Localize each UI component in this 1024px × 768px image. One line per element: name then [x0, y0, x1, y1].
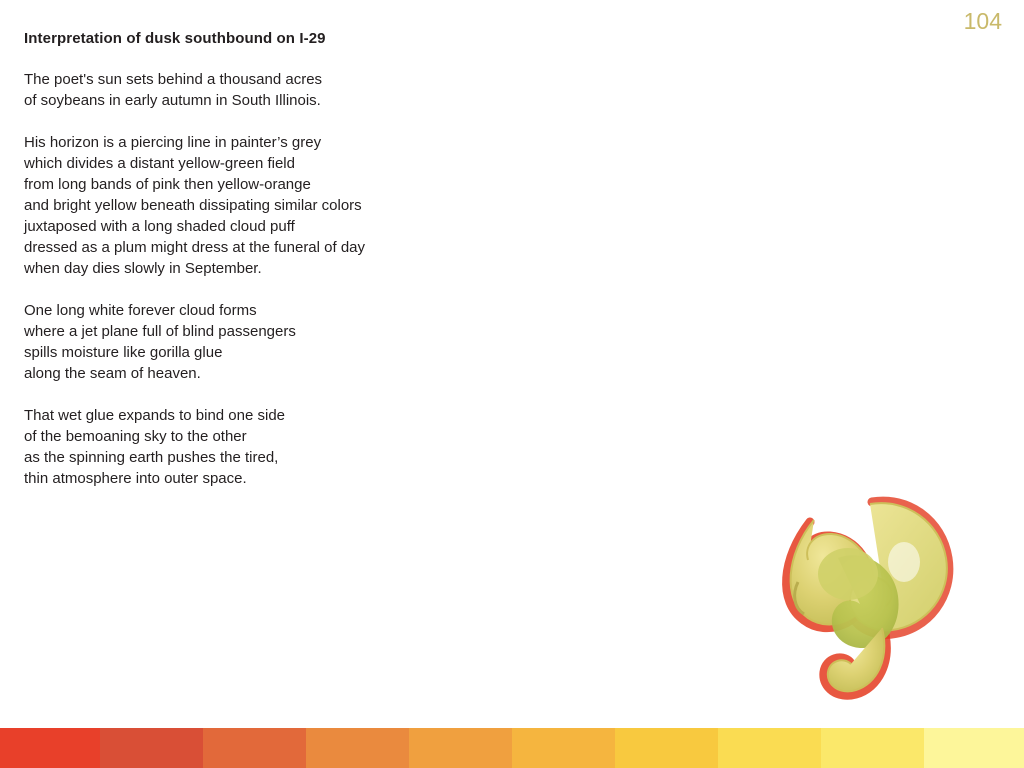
poem-line: when day dies slowly in September.	[24, 260, 262, 277]
poem-line: of the bemoaning sky to the other	[24, 428, 247, 445]
page-title: Interpretation of dusk southbound on I-29	[24, 30, 326, 47]
poem-line: along the seam of heaven.	[24, 365, 201, 382]
artwork-svg	[752, 462, 992, 712]
footer-band	[512, 728, 615, 768]
footer-band	[821, 728, 924, 768]
footer-band	[203, 728, 306, 768]
poem-line: His horizon is a piercing line in painter’s grey	[24, 134, 322, 151]
poem-line: from long bands of pink then yellow-orange	[24, 176, 311, 193]
footer-band	[924, 728, 1024, 768]
poem-line: spills moisture like gorilla glue	[24, 344, 223, 361]
poem-line: That wet glue expands to bind one side	[24, 407, 286, 424]
footer-band	[100, 728, 203, 768]
page-number: 104	[963, 8, 1002, 34]
footer-byline: by Pete Lindsay - Interpretation of dusk southbound on I-29	[96, 12, 469, 28]
footer-book-title: DIFFERENT	[18, 12, 97, 28]
footer-band	[718, 728, 821, 768]
poem-line: One long white forever cloud forms	[24, 302, 257, 319]
poem-line: The poet's sun sets behind a thousand acres	[24, 71, 323, 88]
poem-line: where a jet plane full of blind passengers	[24, 323, 296, 340]
poem-line: and bright yellow beneath dissipating similar colors	[24, 197, 362, 214]
poem-line: juxtaposed with a long shaded cloud puff	[24, 218, 295, 235]
footer-color-band	[0, 728, 1024, 768]
footer-band	[615, 728, 718, 768]
poem-stanza-2	[24, 132, 564, 279]
abstract-yellow-green-swirl-artwork	[752, 462, 992, 712]
footer-caption	[18, 0, 469, 40]
footer-band	[0, 728, 100, 768]
artwork-shapes	[791, 503, 947, 691]
poem-stanza-3	[24, 300, 564, 384]
poem-line: of soybeans in early autumn in South Illinois.	[24, 92, 321, 109]
poem-line: as the spinning earth pushes the tired,	[24, 449, 279, 466]
poem-container	[24, 28, 564, 510]
poem-line: which divides a distant yellow-green field	[24, 155, 295, 172]
poem-line: dressed as a plum might dress at the funeral of day	[24, 239, 366, 256]
poem-stanza-4	[24, 405, 564, 489]
poem-line: thin atmosphere into outer space.	[24, 470, 247, 487]
footer-band	[409, 728, 512, 768]
poem-stanza-1	[24, 69, 564, 111]
footer-band	[306, 728, 409, 768]
